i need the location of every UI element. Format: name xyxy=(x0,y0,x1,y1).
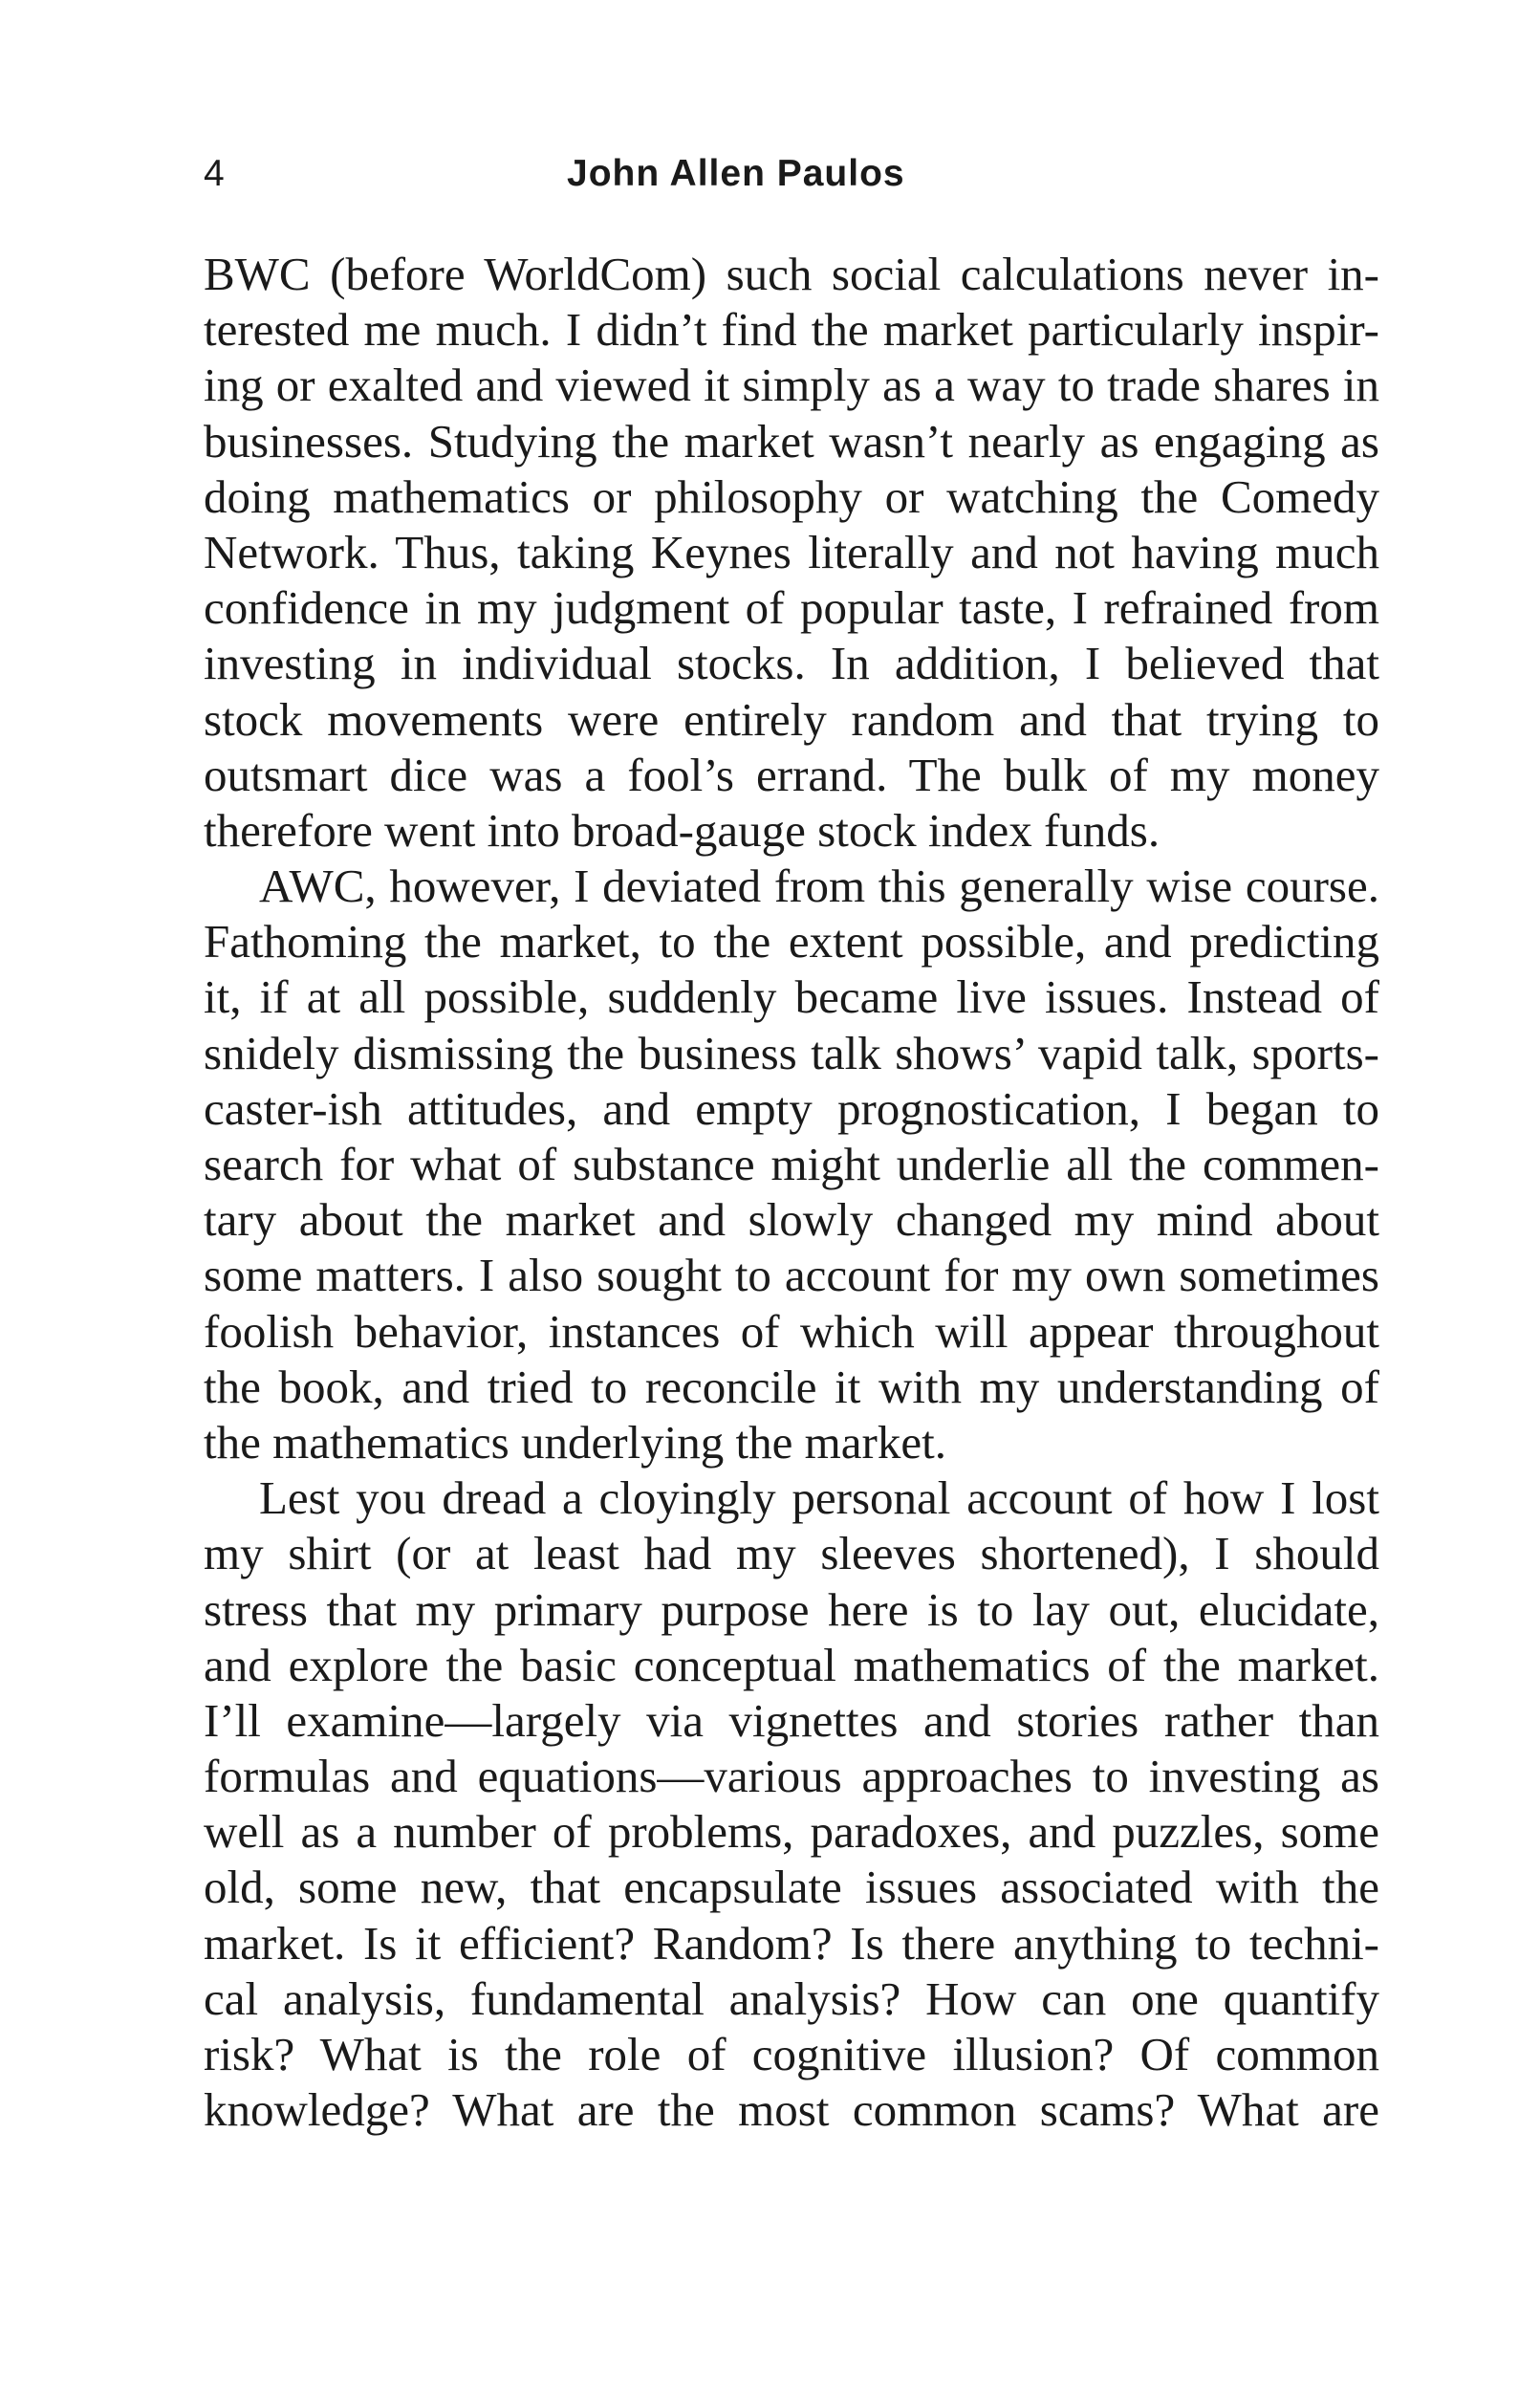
text-line: risk? What is the role of cognitive illusion? Of common xyxy=(204,2028,1379,2080)
text-line: Network. Thus, taking Keynes literally and not having much xyxy=(204,525,1379,578)
text-line: and explore the basic conceptual mathematics of the market. xyxy=(204,1638,1379,1691)
text-line: therefore went into broad-gauge stock index funds. xyxy=(204,803,1160,857)
text-line: caster-ish attitudes, and empty prognostication, I began to xyxy=(204,1081,1379,1135)
text-line: formulas and equations—various approaches to investing as xyxy=(204,1750,1379,1803)
text-line: my shirt (or at least had my sleeves shortened), I should xyxy=(204,1527,1379,1580)
text-line: Lest you dread a cloyingly personal account of how I lost xyxy=(259,1471,1379,1525)
text-line: outsmart dice was a fool’s errand. The bulk of my money xyxy=(204,748,1379,801)
text-line: stock movements were entirely random and that trying to xyxy=(204,692,1379,746)
text-line: I’ll examine—largely via vignettes and stories rather than xyxy=(204,1693,1379,1747)
text-line: doing mathematics or philosophy or watching the Comedy xyxy=(204,469,1379,523)
text-line: market. Is it efficient? Random? Is there anything to techni- xyxy=(204,1916,1379,1970)
text-line: ing or exalted and viewed it simply as a way to trade shares in xyxy=(204,359,1379,412)
paragraph xyxy=(204,1470,1379,2138)
running-head xyxy=(204,153,1379,210)
text-line: some matters. I also sought to account for my own sometimes xyxy=(204,1249,1379,1302)
text-line: cal analysis, fundamental analysis? How can one quantify xyxy=(204,1971,1379,2025)
text-line: snidely dismissing the business talk shows’ vapid talk, sports- xyxy=(204,1026,1379,1079)
text-line: knowledge? What are the most common scams? What are xyxy=(204,2083,1379,2137)
paragraph xyxy=(204,247,1379,859)
text-line: BWC (before WorldCom) such social calculations never in- xyxy=(204,248,1379,300)
text-line: tary about the market and slowly changed my mind about xyxy=(204,1193,1379,1247)
text-line: investing in individual stocks. In addition, I believed that xyxy=(204,637,1379,690)
text-line: it, if at all possible, suddenly became live issues. Instead of xyxy=(204,970,1379,1024)
text-line: well as a number of problems, paradoxes, and puzzles, some xyxy=(204,1805,1379,1859)
running-head-author: John Allen Paulos xyxy=(567,153,905,194)
text-line: terested me much. I didn’t find the market particularly inspir- xyxy=(204,303,1379,357)
text-line: AWC, however, I deviated from this generally wise course. xyxy=(259,860,1379,913)
text-line: the mathematics underlying the market. xyxy=(204,1415,946,1469)
text-line: search for what of substance might underlie all the commen- xyxy=(204,1138,1379,1190)
text-line: confidence in my judgment of popular taste, I refrained from xyxy=(204,581,1379,635)
body-text xyxy=(204,247,1379,2138)
text-line: Fathoming the market, to the extent possible, and predicting xyxy=(204,915,1379,969)
text-line: stress that my primary purpose here is to lay out, elucidate, xyxy=(204,1582,1379,1636)
paragraph xyxy=(204,859,1379,1470)
page-number: 4 xyxy=(204,153,226,194)
text-line: old, some new, that encapsulate issues associated with the xyxy=(204,1861,1379,1914)
text-line: foolish behavior, instances of which will appear throughout xyxy=(204,1304,1379,1358)
text-line: the book, and tried to reconcile it with my understanding of xyxy=(204,1360,1379,1413)
text-line: businesses. Studying the market wasn’t nearly as engaging as xyxy=(204,414,1379,468)
